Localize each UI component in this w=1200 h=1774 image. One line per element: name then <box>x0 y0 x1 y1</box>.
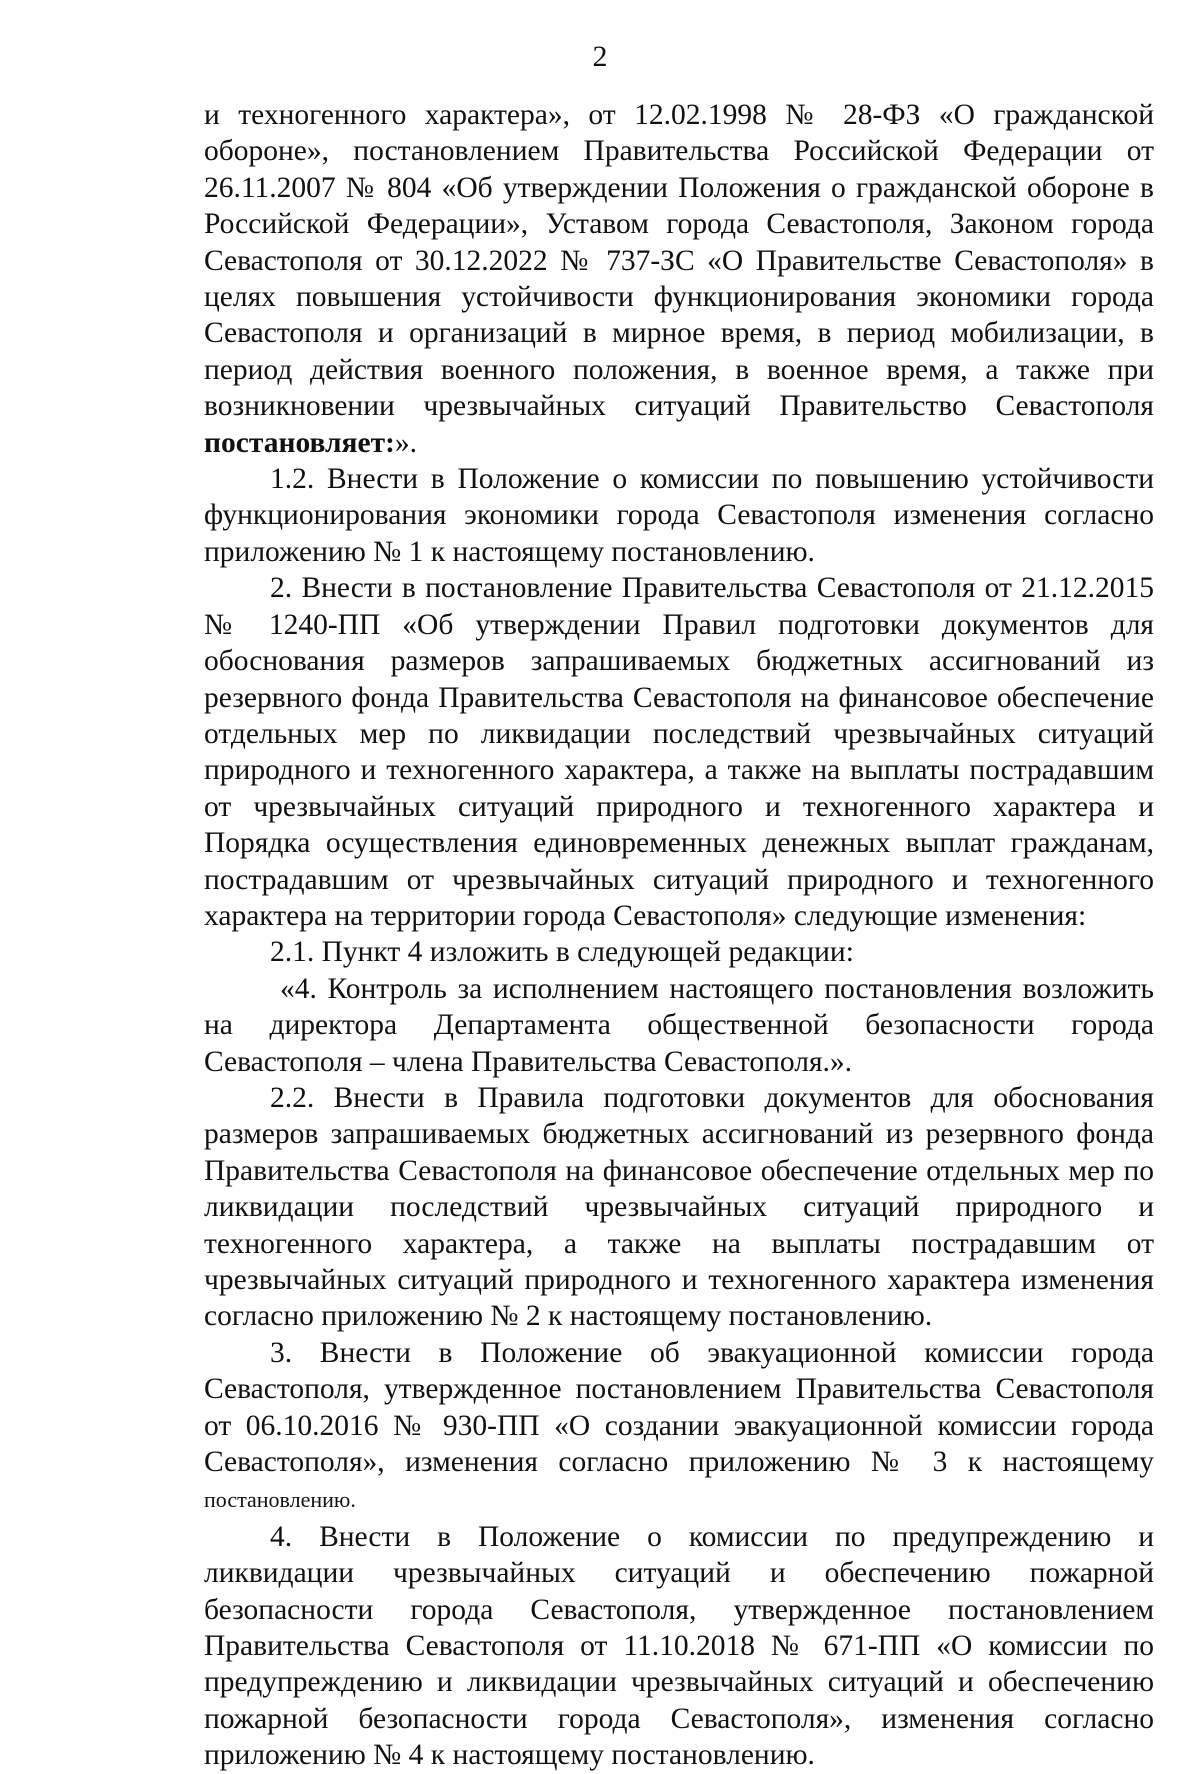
paragraph-1-2: 1.2. Внести в Положение о комиссии по повышению устойчивости функционирования экономики города Севастополя изменения согласно приложению № 1 к настоящему постановлению. <box>204 463 1154 568</box>
preamble-text: и техногенного характера», от 12.02.1998 № 28-ФЗ «О гражданской обороне», постановлением Правительства Российской Федерации от 26.11.2007 № 804 «Об утверждении Положения о гражданской обороне в Российской Федерации», Уставом города Севастополя, Законом города Севастополя от 30.12.2022 № 737-ЗС «О Правительстве Севастополя» в целях повышения устойчивости функционирования экономики города Севастополя и организаций в мирное время, в период мобилизации, в период действия военного положения, в военное время, а также при возникновении чрезвычайных ситуаций Правительство Севастополя <box>204 99 1154 423</box>
preamble-tail-text: ». <box>394 426 418 459</box>
paragraph-2-1: 2.1. Пункт 4 изложить в следующей редакции: <box>270 936 854 969</box>
paragraph-3-small-text: постановлению. <box>204 1487 356 1513</box>
paragraph-2: 2. Внести в постановление Правительства Севастополя от 21.12.2015 № 1240-ПП «Об утверждении Правил подготовки документов для обоснования размеров запрашиваемых бюджетных ассигнований из резервного фонда Правительства Севастополя на финансовое обеспечение отдельных мер по ликвидации последствий чрезвычайных ситуаций природного и техногенного характера, а также на выплаты пострадавшим от чрезвычайных ситуаций природного и техногенного характера и Порядка осуществления единовременных денежных выплат гражданам, пострадавшим от чрезвычайных ситуаций природного и техногенного характера на территории города Севастополя» следующие изменения: <box>204 572 1154 932</box>
paragraph-preamble <box>204 97 1154 461</box>
paragraph-4: 4. Внести в Положение о комиссии по предупреждению и ликвидации чрезвычайных ситуаций и обеспечению пожарной безопасности города Севастополя, утвержденное постановлением Правительства Севастополя от 11.10.2018 № 671-ПП «О комиссии по предупреждению и ликвидации чрезвычайных ситуаций и обеспечению пожарной безопасности города Севастополя», изменения согласно приложению № 4 к настоящему постановлению. <box>204 1520 1154 1772</box>
paragraph-2-2: 2.2. Внести в Правила подготовки документов для обоснования размеров запрашиваемых бюджетных ассигнований из резервного фонда Правительства Севастополя на финансовое обеспечение отдельных мер по ликвидации последствий чрезвычайных ситуаций природного и техногенного характера, а также на выплаты пострадавшим от чрезвычайных ситуаций природного и техногенного характера изменения согласно приложению № 2 к настоящему постановлению. <box>204 1081 1154 1333</box>
paragraph-3 <box>204 1335 1154 1519</box>
paragraph-3-text: 3. Внести в Положение об эвакуационной комиссии города Севастополя, утвержденное постановлением Правительства Севастополя от 06.10.2016 № 930-ПП «О создании эвакуационной комиссии города Севастополя», изменения согласно приложению № 3 к настоящему <box>204 1336 1154 1479</box>
document-body <box>204 97 1154 1774</box>
preamble-bold-text: постановляет: <box>204 426 395 459</box>
paragraph-quote-4: «4. Контроль за исполнением настоящего постановления возложить на директора Департамента общественной безопасности города Севастополя – члена Правительства Севастополя.». <box>204 972 1154 1078</box>
page-number: 2 <box>592 40 608 73</box>
